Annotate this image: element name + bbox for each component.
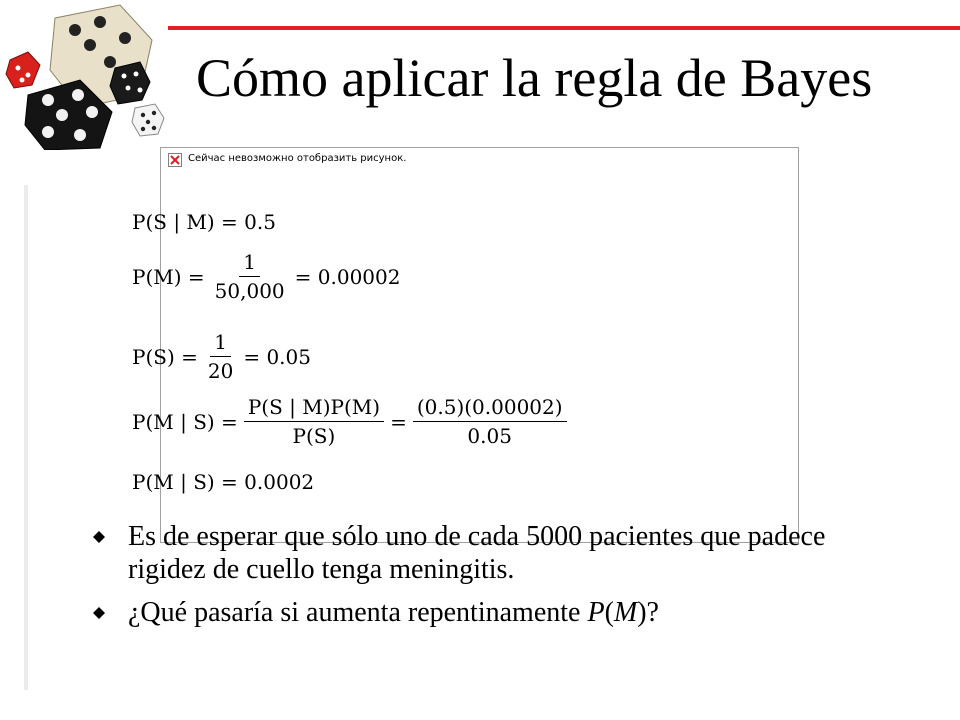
fraction — [244, 395, 384, 448]
bullet-diamond-icon — [92, 530, 106, 544]
equation-result — [132, 470, 314, 494]
equals-sign: = — [390, 409, 407, 434]
fraction — [413, 395, 567, 448]
bullet-list — [92, 520, 892, 639]
fraction-numerator: 1 — [239, 250, 260, 277]
paren-close: )? — [637, 597, 659, 628]
equation-lhs: P(M) = — [132, 264, 205, 289]
small-white-die — [132, 104, 164, 136]
equation-bayes — [132, 395, 573, 448]
title-accent-line — [168, 26, 960, 30]
bullet-item — [92, 596, 892, 629]
equation-rhs: = 0.05 — [243, 344, 311, 369]
bullet-text: Es de esperar que sólo uno de cada 5000 pacientes que padece rigidez de cuello tenga meningitis. — [128, 521, 826, 585]
fraction-denominator: 0.05 — [467, 424, 512, 448]
equation-lhs: P(M | S) = — [132, 409, 238, 434]
equation-p-s — [132, 330, 311, 383]
fraction — [211, 250, 289, 303]
bullet-diamond-icon — [92, 606, 106, 620]
bullet-item — [92, 520, 892, 586]
equation-text: P(M | S) = 0.0002 — [132, 470, 315, 494]
bullet-text: ¿Qué pasaría si aumenta repentinamente — [128, 597, 588, 628]
fraction-denominator: P(S) — [292, 424, 336, 448]
fraction-numerator: (0.5)(0.00002) — [413, 395, 567, 422]
slide-title: Cómo aplicar la regla de Bayes — [196, 48, 873, 108]
fraction-numerator: P(S | M)P(M) — [244, 395, 384, 422]
image-alt-text: Сейчас невозможно отобразить рисунок. — [188, 153, 407, 164]
dice-logo — [0, 0, 170, 150]
equation-rhs: = 0.00002 — [294, 264, 401, 289]
equation-p-s-given-m — [132, 210, 276, 234]
fraction-denominator: 50,000 — [214, 279, 285, 303]
paren-open: ( — [604, 597, 614, 628]
left-margin-line — [24, 185, 28, 690]
italic-p: P — [587, 597, 605, 628]
italic-m: M — [613, 597, 638, 628]
fraction — [204, 330, 237, 383]
equation-text: P(S | M) = 0.5 — [132, 210, 276, 234]
equation-p-m — [132, 250, 400, 303]
broken-image-icon — [168, 153, 182, 167]
red-die — [6, 52, 40, 88]
fraction-numerator: 1 — [210, 330, 231, 357]
equation-lhs: P(S) = — [132, 344, 198, 369]
fraction-denominator: 20 — [207, 359, 234, 383]
